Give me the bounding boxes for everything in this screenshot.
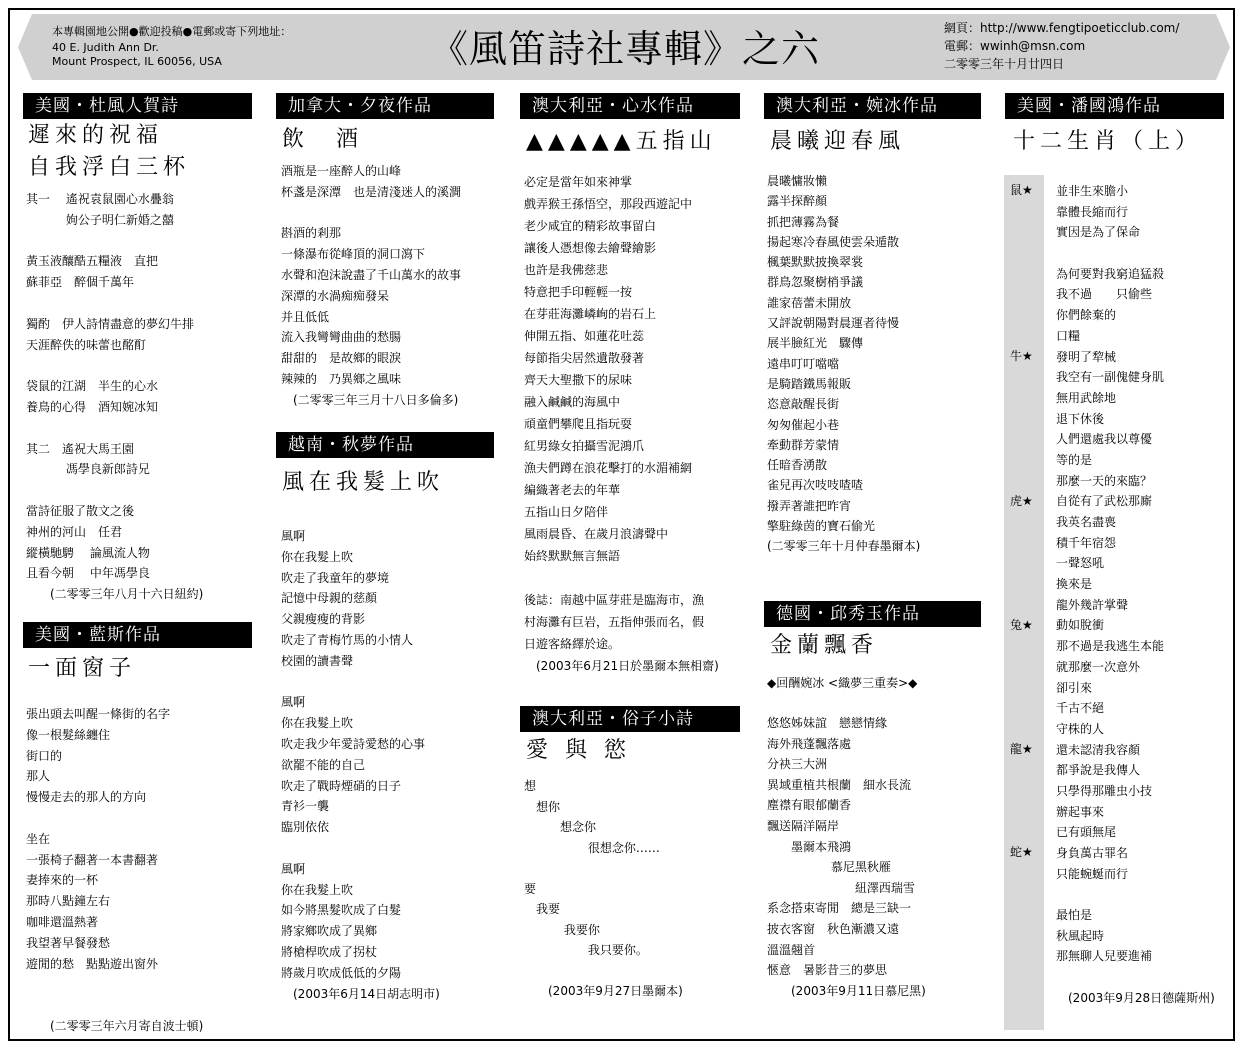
poem-line: 街口的 (26, 748, 63, 763)
poem-line: 慢慢走去的那人的方向 (26, 790, 147, 805)
poem-line: 妻捧來的一杯 (26, 873, 99, 888)
poem-title: 十二生肖（上） (1013, 129, 1203, 154)
poem-line: 日遊客絡繹於途。 (524, 637, 621, 651)
poem-line: 愜意 暑影昔三的夢思 (767, 963, 888, 978)
poem-line: 想你 (524, 799, 561, 814)
poem-line: 是騎踏鐵馬報販 (767, 376, 852, 391)
poem-line: 風啊 (281, 529, 306, 543)
poem-title: 風在我髮上吹 (282, 470, 445, 495)
email-line: 電郵：wwinh@msn.com (944, 39, 1086, 53)
poem-line: (二零零三年六月寄自波士頓) (26, 1018, 204, 1033)
poem-line: 其一 遙祝袁鼠園心水疊翁 (26, 192, 174, 206)
poem-line: 酒瓶是一座醉人的山峰 (281, 164, 402, 178)
poem-line: 無用武餘地 (1056, 390, 1117, 405)
poem-line: 蘇菲亞 醉個千萬年 (26, 275, 135, 290)
poem-line: 融入鹹鹹的海風中 (524, 395, 621, 409)
poem-line (26, 231, 252, 252)
column-3b (520, 706, 740, 1002)
poem-line (26, 355, 252, 376)
poem-line: 異域重植共根蘭 細水長流 (767, 777, 912, 792)
zodiac-marker: 牛★ (1010, 348, 1033, 363)
poem-line: 還未認清我容顏 (1056, 742, 1141, 757)
poem-title: 一面窗子 (28, 656, 137, 681)
poem-line: 甜甜的 是故鄉的眼淚 (281, 351, 402, 366)
poem-line: 我空有一副傀健身肌 (1056, 370, 1165, 385)
poem-line (26, 995, 252, 1016)
poem-line: 撥弄著誰把昨宵 (767, 498, 852, 513)
poem-line: 始終默默無言無語 (524, 549, 621, 563)
poem-line: 特意把手印輕輕一按 (524, 285, 633, 299)
column-2b (276, 432, 494, 1004)
poem-line: 張出頭去叫醒一條街的名字 (26, 707, 171, 721)
poem-line (281, 838, 494, 859)
poem-line: 最怕是 (1056, 908, 1093, 923)
column-1 (23, 93, 252, 605)
poem-line: (二零零三年八月十六日紐約) (26, 587, 204, 602)
poem-line: 想念你 (524, 820, 597, 834)
poem-line: 群鳥忽聚樹梢爭議 (767, 275, 864, 290)
poem-line: 等的是 (1056, 452, 1093, 467)
poem-line: 墨爾本飛鴻 (767, 839, 852, 854)
section-header: 越南・秋夢作品 (276, 432, 494, 458)
poem-line: 紅男綠女拍攝雪泥鴻爪 (524, 439, 645, 453)
poem-line: 遊閒的愁 點點遊出窗外 (26, 956, 159, 971)
poem-title: 飲 酒 (282, 127, 364, 152)
poem-line: 龍外幾許掌聲 (1056, 597, 1129, 612)
address-line-1: 40 E. Judith Ann Dr. (52, 41, 159, 54)
poem-line: 頑童們攀爬且指玩耍 (524, 417, 633, 431)
poem-line: 斟酒的剎那 (281, 226, 342, 241)
poem-line: 我英名盡喪 (1056, 515, 1117, 529)
poem-title: 金蘭飄香 (770, 633, 879, 658)
poem-line (281, 672, 494, 693)
poem-line: 抓把薄霧為餐 (767, 214, 840, 229)
column-2 (276, 93, 494, 411)
poem-line: 村海灘有巨岩，五指伸張而名，假 (524, 615, 705, 629)
poem-line: 像一根髮絲纏住 (26, 727, 111, 742)
poem-line: 欲罷不能的自己 (281, 757, 366, 772)
zodiac-marker: 虎★ (1010, 493, 1033, 508)
poem-line: 水聲和泡沫說盡了千山萬水的故事 (281, 267, 462, 282)
poem-line: 天涯醉佚的味蕾也酩酊 (26, 337, 147, 352)
poem-line: 老少咸宜的精彩故事留白 (524, 219, 657, 233)
poem-line: 我望著早餐發愁 (26, 935, 111, 950)
submission-note: 本專輯園地公開●歡迎投稿●電郵或寄下列地址： (52, 25, 292, 38)
poem-line: 想 (524, 779, 537, 793)
poem-line: 一張椅子翻著一本書翻著 (26, 852, 159, 867)
poem-line: 已有頭無尾 (1056, 825, 1117, 840)
poem-line: 漁夫們蹲在浪花擊打的水湄補網 (524, 461, 693, 475)
zodiac-marker: 兔★ (1010, 617, 1033, 632)
poem-line: 當詩征服了散文之後 (26, 503, 135, 518)
poem-line: 將家鄉吹成了異鄉 (281, 924, 378, 939)
poem-line: 實因是為了保命 (1056, 225, 1141, 240)
date-line: 二零零三年十月廿四日 (944, 57, 1065, 71)
poem-line: (2003年6月14日胡志明市) (281, 986, 440, 1001)
poem-line: 校園的讀書聲 (281, 653, 354, 668)
poem-title: ▲▲▲▲▲五指山 (526, 129, 717, 154)
poem-line: 咖啡還溫熱著 (26, 914, 99, 929)
poem-subtitle: 自我浮白三杯 (28, 155, 191, 180)
poem-line: (2003年9月27日墨爾本) (524, 984, 683, 998)
poem-line: 雀兒再次吱吱喳喳 (767, 478, 864, 493)
poem-line: 風啊 (281, 861, 306, 876)
poem-line: 必定是當年如來神掌 (524, 175, 633, 189)
poem-line: 縱橫馳騁 論風流人物 (26, 545, 150, 560)
poem-line: 風雨晨昏、在歲月浪濤聲中 (524, 527, 669, 541)
poem-body (26, 189, 252, 605)
poem-line: 那不過是我逃生本能 (1056, 639, 1165, 654)
zodiac-marker: 蛇★ (1010, 845, 1033, 860)
column-3 (520, 93, 740, 677)
poem-line: 黃玉液釀酷五糧液 直把 (26, 254, 159, 269)
section-header: 美國・潘國鴻作品 (1005, 93, 1224, 119)
poem-line: 系念搭束寄閒 總是三缺一 (767, 901, 912, 916)
poem-line: 又評說朝陽對晨運者待慢 (767, 316, 900, 331)
poem-line: 要 (524, 881, 537, 896)
poem-line: 悠悠姊妹誼 戀戀情緣 (767, 716, 888, 730)
poem-line: 卻引來 (1056, 680, 1093, 695)
poem-line: 換來是 (1056, 577, 1093, 592)
poem-line: 讓後人憑想像去繪聲繪影 (524, 241, 657, 255)
poem-line: 一聲怒吼 (1056, 556, 1105, 571)
poem-line (524, 858, 740, 879)
poem-line (26, 808, 252, 829)
poem-line: 袋鼠的江湖 半生的心水 (26, 379, 159, 394)
poem-body (524, 776, 740, 1002)
poem-line: 牽動群芳蒙情 (767, 437, 840, 452)
poem-line: 塵襟有眼郁蘭香 (767, 798, 852, 813)
poem-line: 杯盞是深潭 也是清淺迷人的溪澗 (281, 184, 462, 199)
poem-line: 恣意敲醒長街 (767, 397, 840, 412)
poem-line: 身負萬古罪名 (1056, 846, 1129, 860)
poem-line (1056, 884, 1228, 905)
poem-line: 也許是我佛慈悲 (524, 263, 609, 277)
poem-line: 只學得那雕虫小技 (1056, 783, 1153, 798)
poem-line: 伸開五指、如蓮花吐蕊 (524, 329, 645, 343)
poem-line: 每節指尖居然遺散發著 (524, 351, 645, 365)
zodiac-marker: 鼠★ (1010, 183, 1033, 197)
poem-line: 任暗香湧散 (767, 458, 828, 473)
poem-line (1056, 967, 1228, 988)
poem-line: 海外飛蓬飄落處 (767, 736, 852, 751)
zodiac-marker: 龍★ (1010, 741, 1033, 756)
poem-line (26, 974, 252, 995)
poem-line: 自從有了武松那廝 (1056, 494, 1153, 509)
poem-line: 神州的河山 任君 (26, 524, 123, 539)
poem-line: (2003年6月21日於墨爾本無相齋) (524, 659, 719, 673)
poem-line: 誰家蓓蕾未開放 (767, 295, 852, 310)
poem-line: 且看今朝 中年馮學良 (26, 566, 150, 581)
column-5 (1005, 93, 1224, 157)
poem-line: 動如脫衝 (1056, 618, 1105, 633)
poem-line: 獨酌 伊人詩情盡意的夢幻牛排 (26, 316, 195, 331)
poem-line: 深潭的水渦痴痴發呆 (281, 288, 390, 303)
poem-body (767, 713, 981, 1001)
poem-line: 那人 (26, 769, 51, 784)
poem-line: 五指山日夕陪伴 (524, 505, 609, 519)
poem-body (281, 526, 494, 1004)
poem-line (1056, 243, 1228, 264)
poem-line (281, 203, 494, 224)
poem-body (281, 161, 494, 411)
poem-line: 風啊 (281, 695, 306, 710)
poem-line: 溫溫翹首 (767, 942, 816, 957)
section-header: 澳大利亞・心水作品 (520, 93, 740, 119)
poem-dedication: ◆回酬婉冰 <織夢三重奏>◆ (767, 676, 918, 690)
poem-line: 積千年宿怨 (1056, 535, 1117, 550)
poem-line: 飄送隔洋隔岸 (767, 818, 840, 833)
poem-line: 將槍桿吹成了拐杖 (281, 944, 378, 959)
poem-line: (2003年9月28日德薩斯州) (1056, 990, 1215, 1005)
poem-line: 我不過 只偷些 (1056, 287, 1153, 302)
poem-body (524, 171, 740, 677)
poem-title: 晨曦迎春風 (770, 129, 906, 154)
poem-line: 編織著老去的年華 (524, 483, 621, 497)
zodiac-sidebar (1004, 175, 1044, 1030)
column-4 (764, 93, 981, 557)
poem-line: 吹走了戰時煙硝的日子 (281, 778, 402, 793)
poem-line (26, 418, 252, 439)
poem-line: 馮學良新郎詩兄 (26, 462, 150, 477)
poem-line: 守株的人 (1056, 721, 1105, 736)
section-header: 澳大利亞・俗子小詩 (520, 706, 740, 732)
poem-line: 楓葉默默披換翠裳 (767, 255, 864, 270)
poem-line: 分袂三大洲 (767, 757, 828, 772)
section-header: 加拿大・夕夜作品 (276, 93, 494, 119)
poem-line: 擎駐綠茵的寶石偷光 (767, 519, 876, 534)
poem-line: 將歲月吹成低低的夕陽 (281, 965, 402, 980)
poem-line (26, 480, 252, 501)
poem-line: 露半探醉顏 (767, 194, 828, 209)
poem-line: 退下休後 (1056, 411, 1105, 426)
poem-line (524, 567, 740, 589)
poem-line: 慕尼黑秋雁 (767, 860, 891, 875)
poem-title: 遲來的祝福 (28, 123, 164, 148)
poem-line: 你在我髮上吹 (281, 716, 354, 731)
poem-line: 齊天大聖撒下的尿味 (524, 373, 633, 387)
poem-line: 晨曦慵妝懶 (767, 174, 828, 188)
poem-line: 展半臉紅光 驟傳 (767, 336, 864, 351)
poem-line: 戲弄猴王孫悟空，那段西遊記中 (524, 197, 693, 211)
poem-line: 青衫一襲 (281, 799, 330, 814)
poem-line: 臨別依依 (281, 820, 330, 835)
poem-line: 披衣客窗 秋色漸濃又遠 (767, 921, 900, 936)
poem-line: 父親瘦瘦的背影 (281, 612, 366, 627)
section-header: 澳大利亞・婉冰作品 (764, 93, 981, 119)
poem-line: 那麼一天的來臨？ (1056, 473, 1153, 488)
website-line: 網頁：http://www.fengtipoeticclub.com/ (944, 21, 1180, 35)
section-header: 美國・藍斯作品 (23, 622, 252, 648)
poem-line: 記憶中母親的慈顏 (281, 591, 378, 606)
poem-body (26, 704, 252, 1037)
poem-line: 坐在 (26, 831, 51, 846)
poem-line: 就那麼一次意外 (1056, 659, 1141, 674)
section-header: 美國・杜風人賀詩 (23, 93, 252, 119)
column-4b (764, 601, 981, 1001)
poem-line: 秋風起時 (1056, 928, 1105, 943)
poem-line: 遠串叮叮噹噹 (767, 356, 840, 371)
poem-line: 姁公子明仁新婚之囍 (26, 212, 174, 227)
poem-line: 辣辣的 乃異鄉之風味 (281, 371, 402, 386)
poem-line: 我要 (524, 902, 561, 916)
section-header: 德國・邱秀玉作品 (764, 601, 981, 627)
poem-line: 你在我髮上吹 (281, 882, 354, 897)
poem-line: 並非生來膽小 (1056, 184, 1129, 198)
poem-line: (2003年9月11日慕尼黑) (767, 983, 926, 998)
poem-line: 如今將黑髮吹成了白髮 (281, 903, 402, 918)
poem-line: 養鳥的心得 酒知婉冰知 (26, 399, 159, 414)
poem-line: 揚起寒冷春風使雲朵遁散 (767, 234, 900, 249)
poem-line: 在芽莊海灘嶙峋的岩石上 (524, 307, 657, 321)
poem-line: 後誌：南越中區芽莊是臨海市，漁 (524, 593, 705, 607)
poem-line: 發明了犂械 (1056, 349, 1117, 364)
poem-line: 一條瀑布從峰頂的洞口瀉下 (281, 247, 426, 262)
poem-line: 匆匆催起小巷 (767, 417, 840, 432)
poem-line: 辦起事來 (1056, 804, 1105, 819)
poem-line: 吹走了青梅竹馬的小情人 (281, 632, 414, 647)
poem-line: 吹走了我童年的夢境 (281, 570, 390, 585)
poem-line: 那時八點鐘左右 (26, 894, 111, 909)
column-1b (23, 622, 252, 1037)
poem-line: 其二 遙祝大馬王園 (26, 441, 135, 456)
poem-line: 你們餘棄的 (1056, 308, 1117, 323)
poem-line: 并且低低 (281, 309, 330, 324)
poem-line: 我只要你。 (524, 943, 648, 957)
page-title: 《風笛詩社專輯》之六 (429, 27, 820, 71)
poem-line: 很想念你…… (524, 840, 660, 855)
poem-title: 愛 與 慾 (526, 738, 631, 763)
poem-body (1056, 181, 1228, 1009)
poem-line: 口糧 (1056, 328, 1081, 343)
poem-line (524, 961, 740, 982)
address-line-2: Mount Prospect, IL 60056, USA (52, 55, 222, 68)
poem-line: 那無聊人兒要進補 (1056, 949, 1153, 964)
poem-line: (二零零三年十月仲春墨爾本) (767, 539, 921, 554)
poem-line: 人們還處我以尊優 (1056, 432, 1153, 447)
poem-line: 我要你 (524, 922, 600, 937)
poem-line: 只能蜿蜒而行 (1056, 866, 1129, 881)
poem-line: 流入我彎彎曲曲的愁腸 (281, 330, 402, 345)
poem-line: 吹走我少年愛詩愛愁的心事 (281, 736, 426, 751)
poem-line: 為何要對我窮追猛殺 (1056, 266, 1165, 281)
poem-line: 紐澤西瑞雪 (767, 880, 915, 895)
poem-line: 靠體長縮而行 (1056, 204, 1129, 219)
poem-line: 都爭說是我傳人 (1056, 763, 1141, 778)
poem-body (767, 171, 981, 557)
poem-line (26, 293, 252, 314)
poem-line: 千古不絕 (1056, 701, 1105, 716)
poem-line: (二零零三年三月十八日多倫多) (281, 392, 459, 407)
poem-line: 你在我髮上吹 (281, 549, 354, 564)
